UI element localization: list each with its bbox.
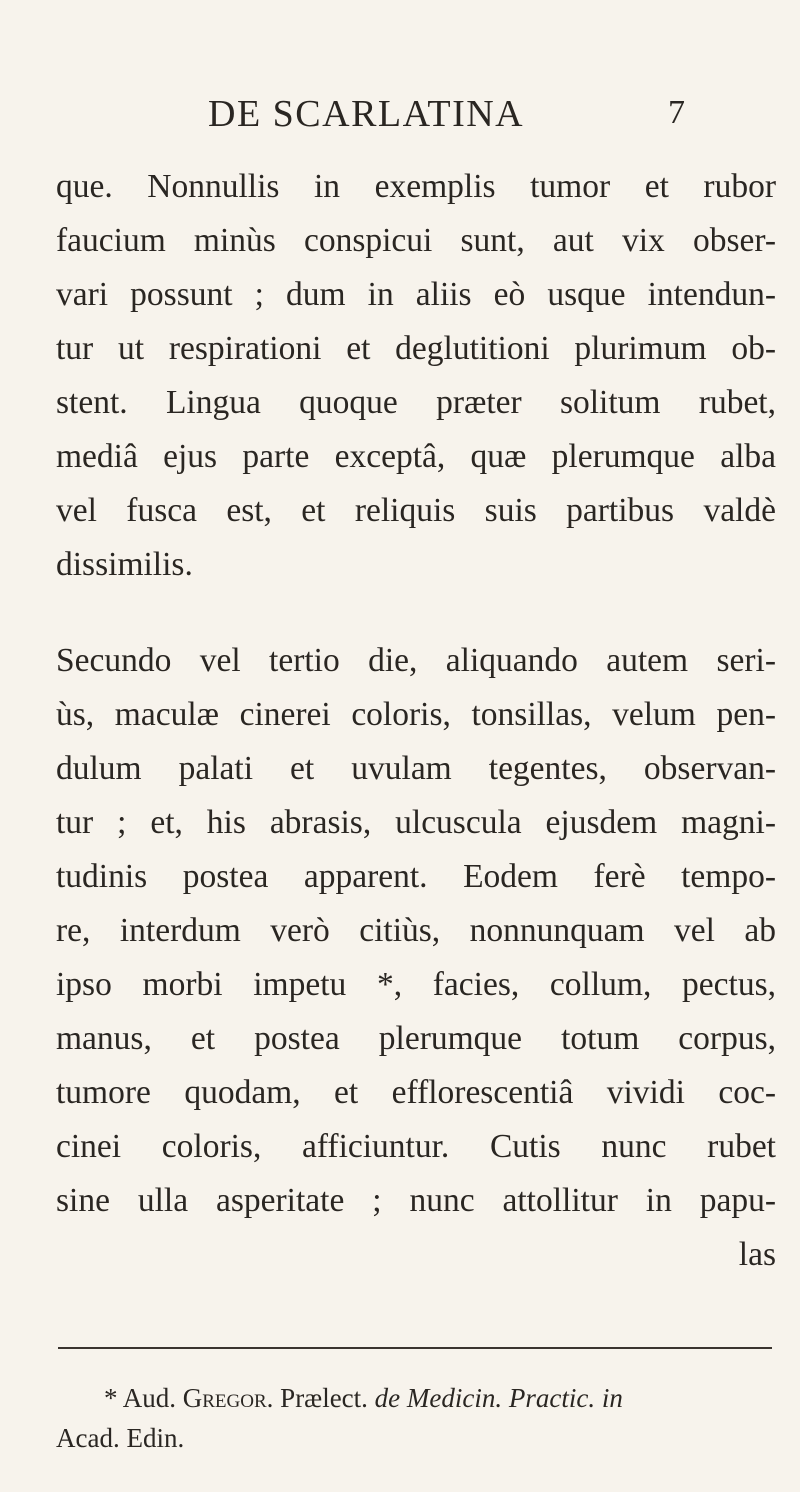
text-line: dissimilis. (56, 546, 193, 583)
text-line: ipso morbi impetu *, facies, collum, pectus, (56, 966, 776, 1003)
running-title: DE SCARLATINA (208, 93, 525, 135)
text-line: tudinis postea apparent. Eodem ferè tempo- (56, 858, 776, 895)
text-line: tur ut respirationi et deglutitioni plurimum ob- (56, 330, 776, 367)
footnote-author: Gregor. (182, 1383, 274, 1413)
text-line: que. Nonnullis in exemplis tumor et rubor (56, 168, 776, 205)
footnote-line-2: Acad. Edin. (56, 1423, 185, 1453)
footnote-rule (58, 1347, 772, 1349)
text-line: cinei coloris, afficiuntur. Cutis nunc rubet (56, 1128, 776, 1165)
text-line: ùs, maculæ cinerei coloris, tonsillas, velum pen- (56, 696, 776, 733)
paragraph-1 (56, 160, 776, 592)
paragraph-2 (56, 634, 776, 1282)
text-line: re, interdum verò citiùs, nonnunquam vel ab (56, 912, 776, 949)
text-line: faucium minùs conspicui sunt, aut vix obser- (56, 222, 776, 259)
footnote-line-1 (56, 1378, 776, 1418)
text-line: dulum palati et uvulam tegentes, observan- (56, 750, 776, 787)
footnote-praelect: Prælect. (280, 1383, 368, 1413)
text-line: vari possunt ; dum in aliis eò usque intendun- (56, 276, 776, 313)
catchword: las (738, 1236, 776, 1273)
paragraph-gap (56, 592, 776, 634)
text-line: manus, et postea plerumque totum corpus, (56, 1020, 776, 1057)
body-text (56, 160, 776, 1282)
text-line: sine ulla asperitate ; nunc attollitur in papu- (56, 1182, 776, 1219)
footnote-in: in (601, 1383, 623, 1413)
text-line: mediâ ejus parte exceptâ, quæ plerumque alba (56, 438, 776, 475)
text-line: Secundo vel tertio die, aliquando autem seri- (56, 642, 776, 679)
text-line: tumore quodam, et efflorescentiâ vividi coc- (56, 1074, 776, 1111)
footnote-work-title: de Medicin. Practic. (374, 1383, 596, 1413)
page-number: 7 (668, 94, 685, 131)
text-line: tur ; et, his abrasis, ulcuscula ejusdem magni- (56, 804, 776, 841)
footnote-prefix: Aud. (122, 1383, 177, 1413)
text-line: vel fusca est, et reliquis suis partibus valdè (56, 492, 776, 529)
text-line: stent. Lingua quoque præter solitum rubet, (56, 384, 776, 421)
footnote-marker: * (104, 1383, 118, 1413)
running-header (0, 92, 800, 142)
footnote (56, 1378, 776, 1458)
